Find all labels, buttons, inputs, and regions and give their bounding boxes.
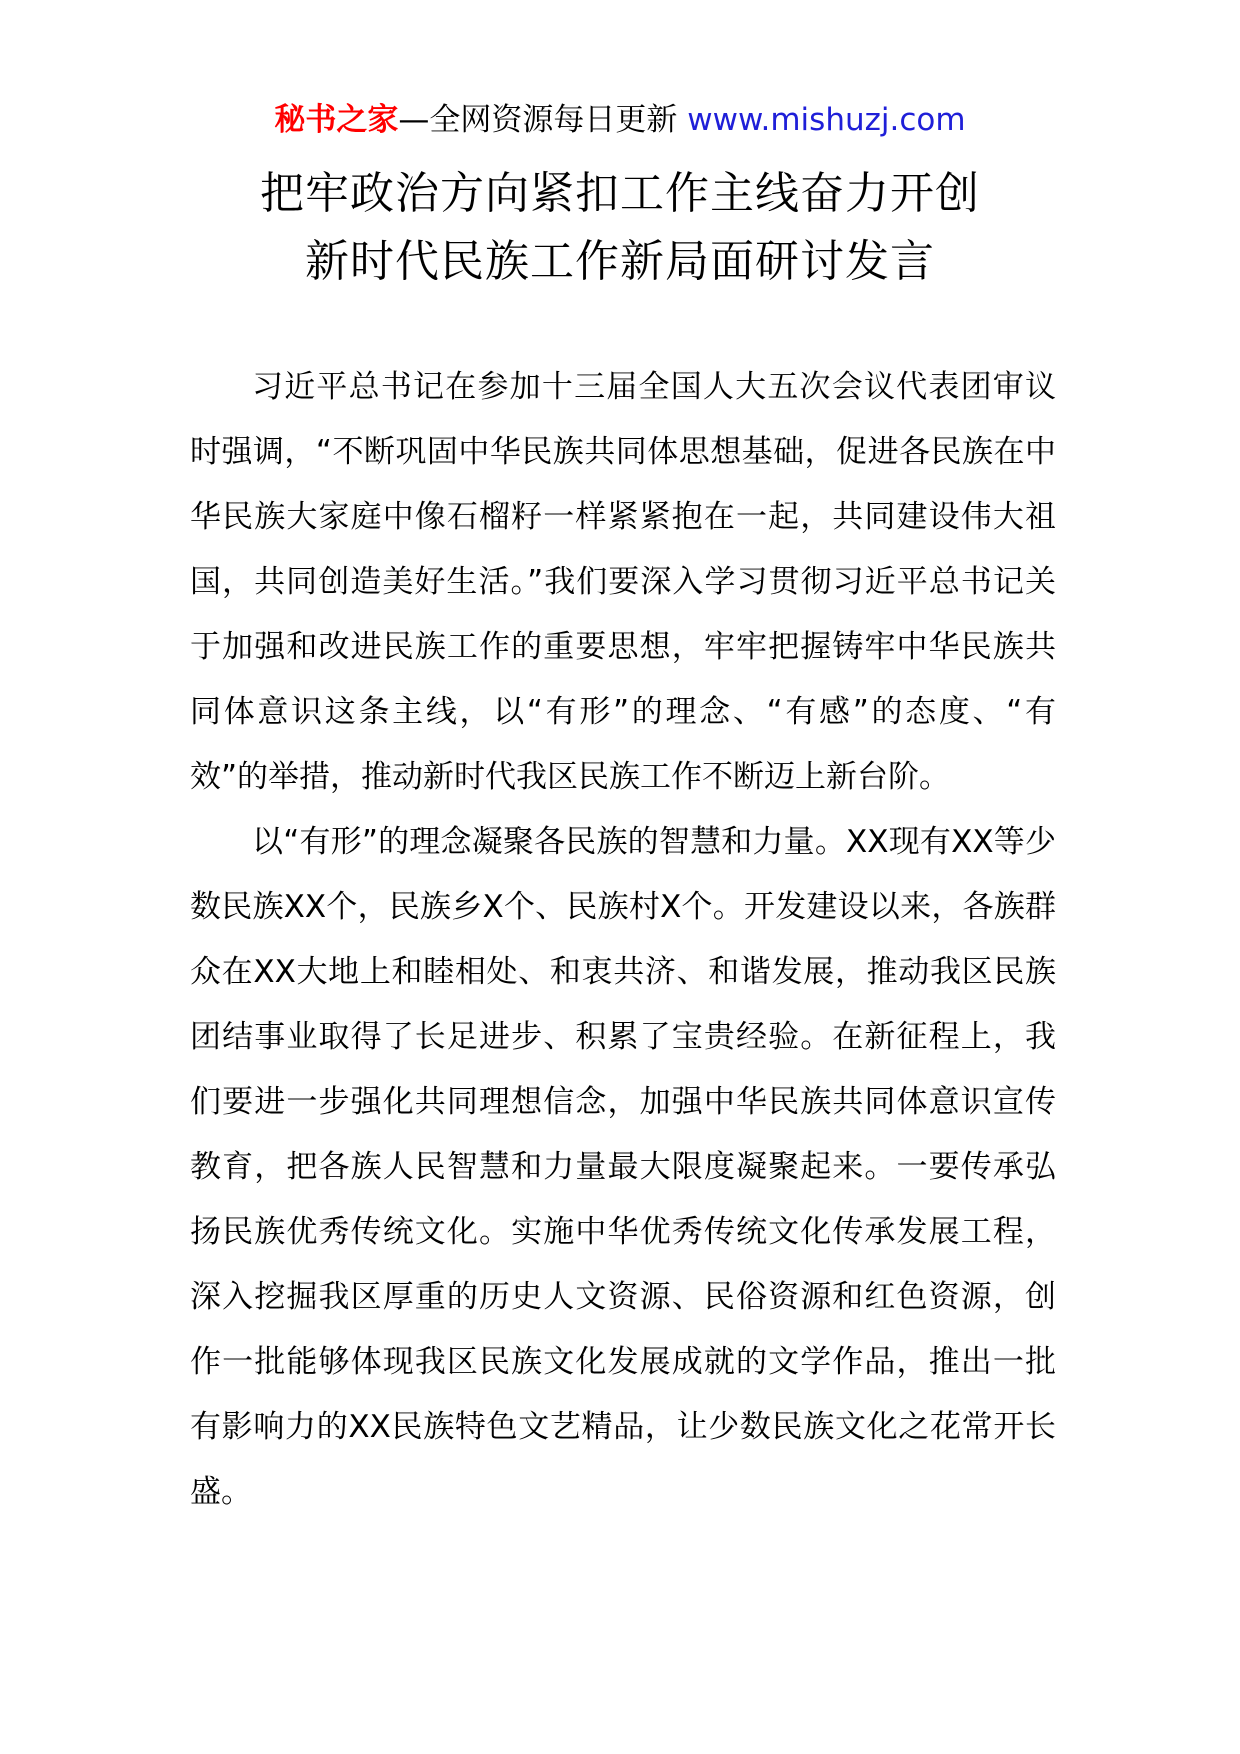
header-slogan: —全网资源每日更新 — [398, 102, 688, 138]
document-body — [190, 355, 1056, 1525]
paragraph-1: 习近平总书记在参加十三届全国人大五次会议代表团审议时强调，“不断巩固中华民族共同体思想基础，促进各民族在中华民族大家庭中像石榴籽一样紧紧抱在一起，共同建设伟大祖国，共同创造美好生活。”我们要深入学习贯彻习近平总书记关于加强和改进民族工作的重要思想，牢牢把握铸牢中华民族共同体意识这条主线，以“有形”的理念、“有感”的态度、“有效”的举措，推动新时代我区民族工作不断迈上新台阶。 — [190, 369, 1056, 795]
paragraph-2: 以“有形”的理念凝聚各民族的智慧和力量。XX现有XX等少数民族XX个，民族乡X个、民族村X个。开发建设以来，各族群众在XX大地上和睦相处、和衷共济、和谐发展，推动我区民族团结事业取得了长足进步、积累了宝贵经验。在新征程上，我们要进一步强化共同理想信念，加强中华民族共同体意识宣传教育，把各族人民智慧和力量最大限度凝聚起来。一要传承弘扬民族优秀传统文化。实施中华优秀传统文化传承发展工程，深入挖掘我区厚重的历史人文资源、民俗资源和红色资源，创作一批能够体现我区民族文化发展成就的文学作品，推出一批有影响力的XX民族特色文艺精品，让少数民族文化之花常开长盛。 — [190, 824, 1056, 1510]
document-title — [0, 160, 1240, 296]
site-header — [0, 98, 1240, 142]
title-line-2: 新时代民族工作新局面研讨发言 — [305, 236, 935, 287]
brand-name: 秘书之家 — [274, 102, 399, 138]
site-url[interactable]: www.mishuzj.com — [687, 102, 966, 138]
title-line-1: 把牢政治方向紧扣工作主线奋力开创 — [260, 168, 980, 219]
